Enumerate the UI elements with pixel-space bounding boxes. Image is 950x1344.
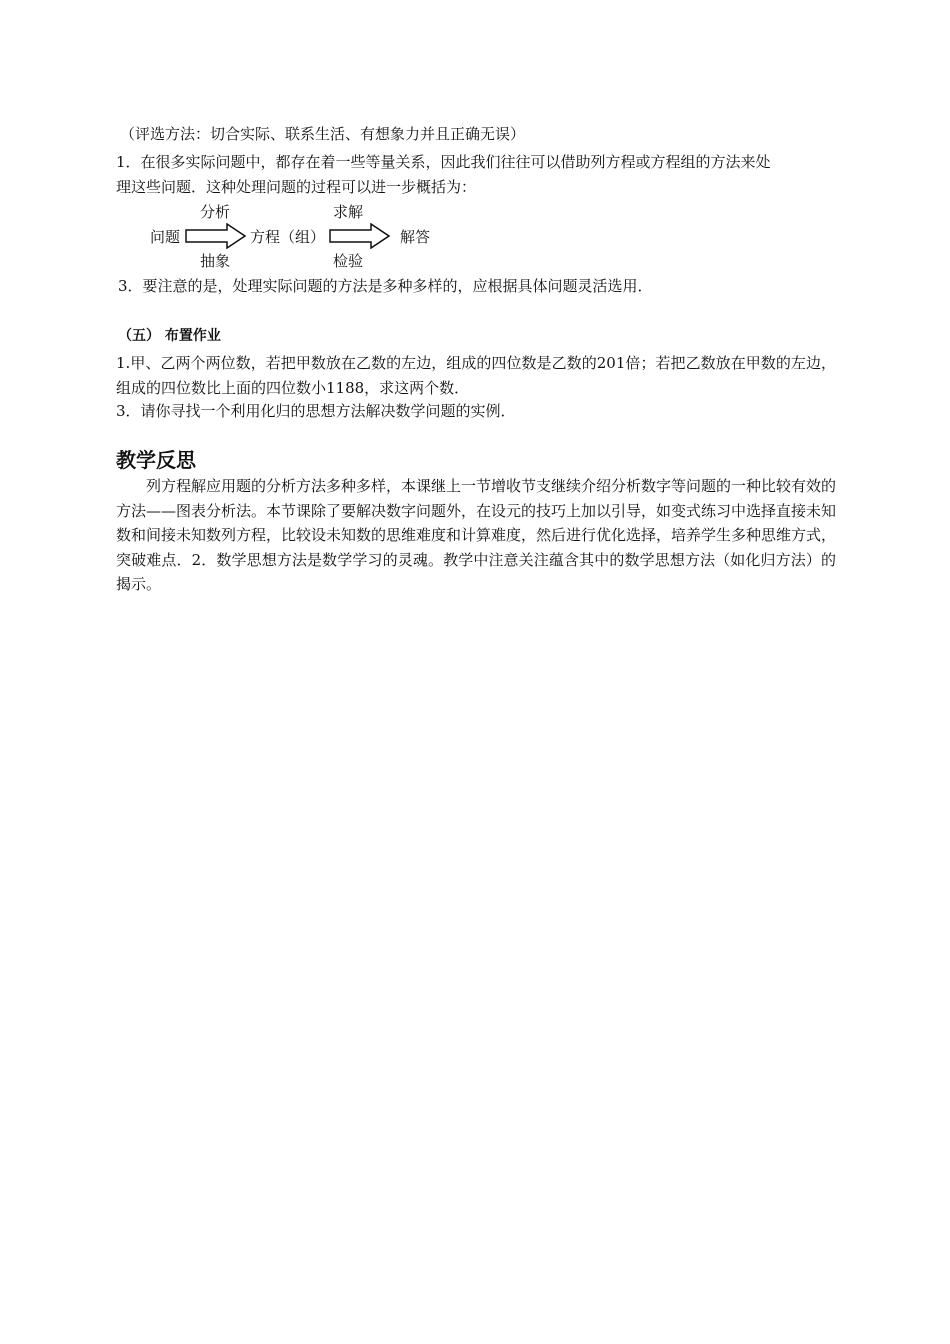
homework-item-1: 1.甲、乙两个两位数，若把甲数放在乙数的左边，组成的四位数是乙数的201倍；若把乙数放在甲数的左边，组成的四位数比上面的四位数小1188，求这两个数． [116,354,836,397]
flow-label-abstract: 抽象 [200,252,231,270]
flow-arrow-analyze-icon [185,223,247,249]
summary-item-1-line-1: 1．在很多实际问题中，都存在着一些等量关系，因此我们往往可以借助列方程或方程组的方法来处 [116,153,771,171]
homework-item-3: 3．请你寻找一个利用化归的思想方法解决数学问题的实例． [116,402,516,420]
flow-label-check: 检验 [333,252,364,270]
flow-arrow-solve-icon [329,223,391,249]
flow-label-analyze: 分析 [200,203,231,221]
flow-node-equation: 方程（组） [250,228,326,246]
summary-item-3: 3．要注意的是，处理实际问题的方法是多种多样的，应根据具体问题灵活选用． [118,277,653,295]
evaluation-criteria: （评选方法：切合实际、联系生活、有想象力并且正确无误） [120,125,526,143]
flow-label-solve: 求解 [333,203,364,221]
reflection-body: 列方程解应用题的分析方法多种多样，本课继上一节增收节支继续介绍分析数字等问题的一种比较有效的方法——图表分析法。本节课除了要解决数字问题外，在设元的技巧上加以引导，如变式练习中选择直接未知数和间接未知数列方程，比较设未知数的思维难度和计算难度，然后进行优化选择，培养学生多种思维方式，突破难点．2．数学思想方法是数学学习的灵魂。教学中注意关注蕴含其中的数学思想方法（如化归方法）的揭示。 [116,477,837,593]
flow-node-problem: 问题 [150,228,181,246]
flow-node-answer: 解答 [400,228,431,246]
reflection-heading: 教学反思 [116,448,196,472]
homework-heading: （五） 布置作业 [118,328,221,344]
summary-item-1-line-2: 理这些问题．这种处理问题的过程可以进一步概括为： [116,178,477,196]
